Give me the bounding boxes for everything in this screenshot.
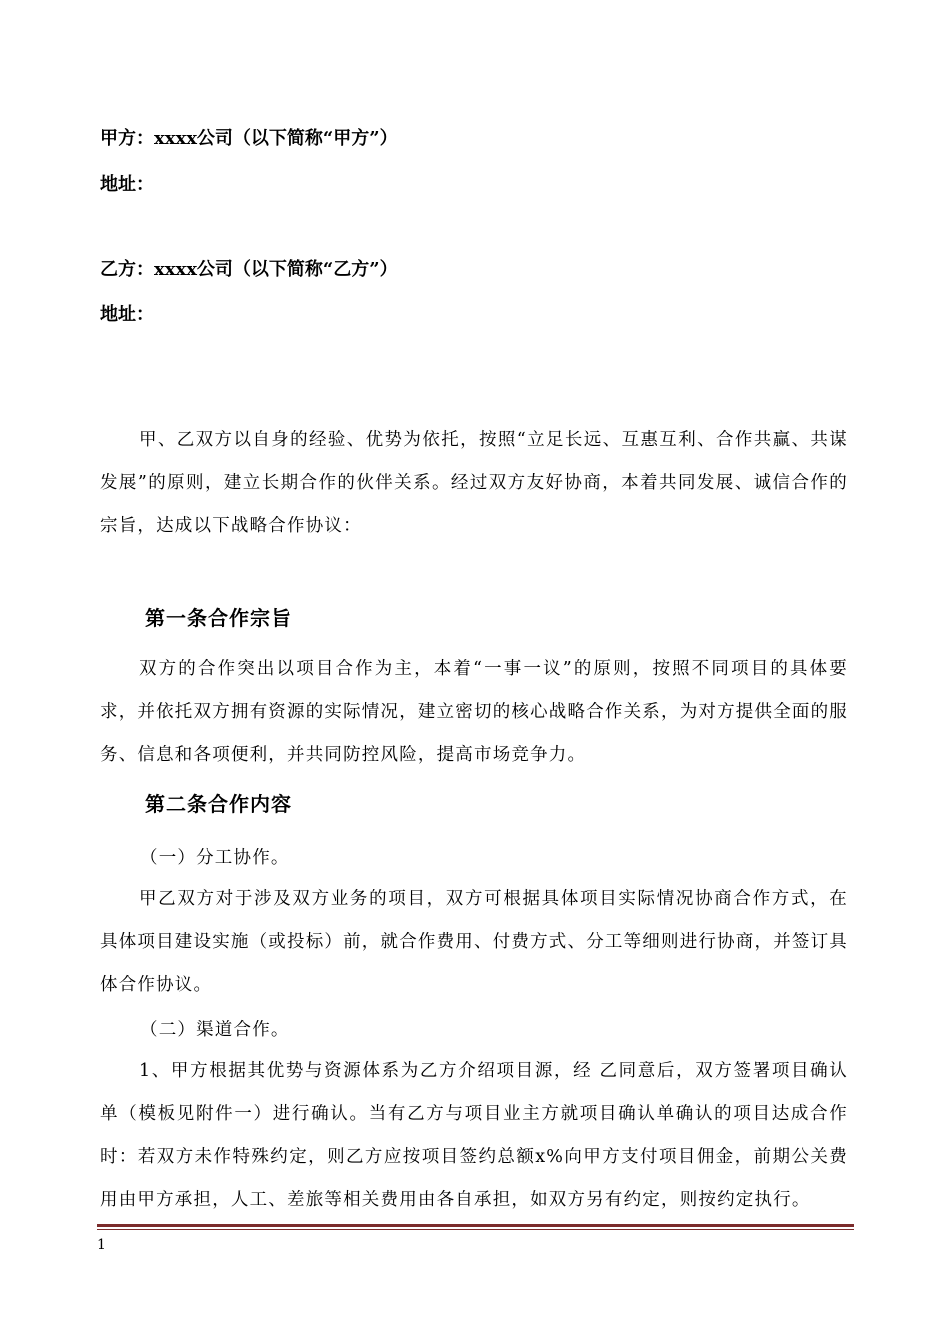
page-number: 1 (97, 1237, 106, 1253)
preamble-paragraph: 甲、乙双方以自身的经验、优势为依托，按照“立足长远、互惠互利、合作共赢、共谋发展”的原则，建立长期合作的伙伴关系。经过双方友好协商，本着共同发展、诚信合作的宗旨，达成以下战略合作协议： (100, 430, 848, 536)
article-2-sub-1-heading: （一）分工协作。 (140, 848, 290, 868)
article-2-sub-2-item-1: 1、甲方根据其优势与资源体系为乙方介绍项目源，经 乙同意后，双方签署项目确认单（模板见附件一）进行确认。当有乙方与项目业主方就项目确认单确认的项目达成合作时：若双方未作特殊约定，则乙方应按项目签约总额x%向甲方支付项目佣金，前期公关费用由甲方承担，人工、差旅等相关费用由各自承担，如双方另有约定，则按约定执行。 (100, 1061, 848, 1210)
party-a-address: 地址： (100, 174, 154, 195)
article-1-heading: 第一条合作宗旨 (145, 606, 292, 630)
article-1-body: 双方的合作突出以项目合作为主，本着“一事一议”的原则，按照不同项目的具体要求，并依托双方拥有资源的实际情况，建立密切的核心战略合作关系，为对方提供全面的服务、信息和各项便利，并共同防控风险，提高市场竞争力。 (100, 659, 848, 765)
footer-rule-thin (97, 1229, 854, 1230)
article-2-sub-1-body: 甲乙双方对于涉及双方业务的项目，双方可根据具体项目实际情况协商合作方式，在具体项目建设实施（或投标）前，就合作费用、付费方式、分工等细则进行协商，并签订具体合作协议。 (100, 889, 848, 995)
footer-rule (97, 1224, 854, 1227)
article-2-heading: 第二条合作内容 (145, 792, 292, 816)
article-2-sub-2-heading: （二）渠道合作。 (140, 1020, 290, 1040)
party-a-name: 甲方：xxxx公司（以下简称“甲方”） (100, 128, 398, 149)
party-b-name: 乙方：xxxx公司（以下简称“乙方”） (100, 259, 398, 280)
party-b-address: 地址： (100, 304, 154, 325)
